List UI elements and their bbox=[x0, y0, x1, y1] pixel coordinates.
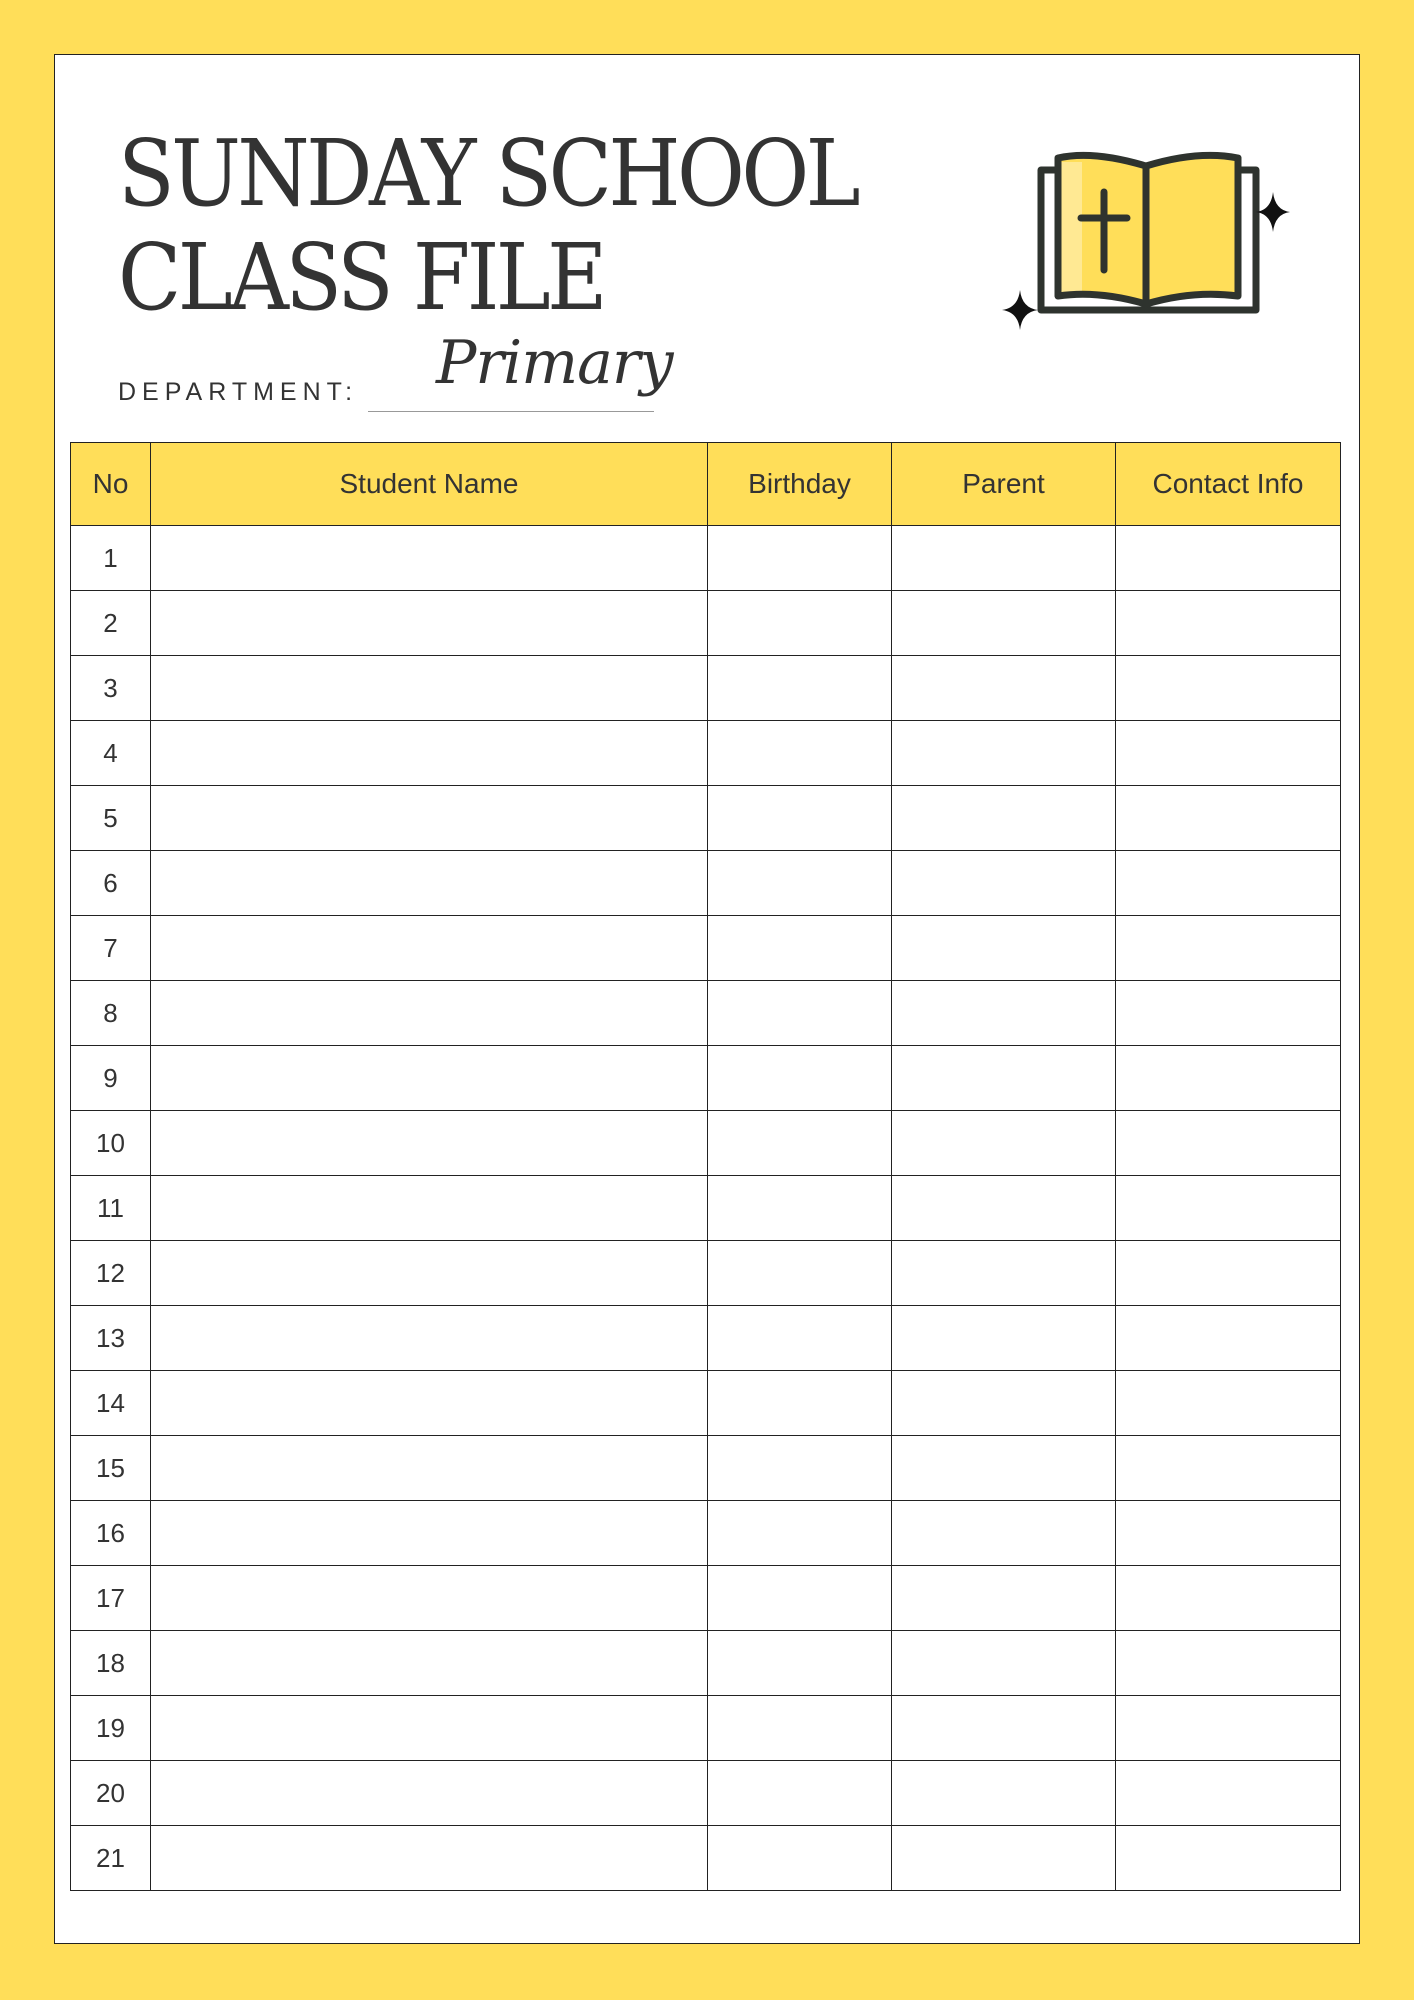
contact-info-cell[interactable] bbox=[1116, 851, 1341, 916]
parent-cell[interactable] bbox=[892, 1241, 1116, 1306]
row-number: 3 bbox=[71, 656, 151, 721]
row-number: 5 bbox=[71, 786, 151, 851]
birthday-cell[interactable] bbox=[708, 1046, 892, 1111]
department-label: DEPARTMENT: bbox=[118, 378, 359, 406]
birthday-cell[interactable] bbox=[708, 526, 892, 591]
student-name-cell[interactable] bbox=[151, 721, 708, 786]
column-header-no: No bbox=[71, 443, 151, 526]
table-row bbox=[71, 1436, 1341, 1501]
student-name-cell[interactable] bbox=[151, 1761, 708, 1826]
contact-info-cell[interactable] bbox=[1116, 1371, 1341, 1436]
birthday-cell[interactable] bbox=[708, 591, 892, 656]
contact-info-cell[interactable] bbox=[1116, 786, 1341, 851]
birthday-cell[interactable] bbox=[708, 981, 892, 1046]
contact-info-cell[interactable] bbox=[1116, 1501, 1341, 1566]
row-number: 10 bbox=[71, 1111, 151, 1176]
parent-cell[interactable] bbox=[892, 1436, 1116, 1501]
contact-info-cell[interactable] bbox=[1116, 1696, 1341, 1761]
contact-info-cell[interactable] bbox=[1116, 526, 1341, 591]
student-name-cell[interactable] bbox=[151, 916, 708, 981]
row-number: 1 bbox=[71, 526, 151, 591]
contact-info-cell[interactable] bbox=[1116, 1631, 1341, 1696]
parent-cell[interactable] bbox=[892, 1306, 1116, 1371]
contact-info-cell[interactable] bbox=[1116, 721, 1341, 786]
parent-cell[interactable] bbox=[892, 1501, 1116, 1566]
parent-cell[interactable] bbox=[892, 1696, 1116, 1761]
student-name-cell[interactable] bbox=[151, 1176, 708, 1241]
row-number: 20 bbox=[71, 1761, 151, 1826]
row-number: 14 bbox=[71, 1371, 151, 1436]
parent-cell[interactable] bbox=[892, 591, 1116, 656]
contact-info-cell[interactable] bbox=[1116, 1566, 1341, 1631]
parent-cell[interactable] bbox=[892, 851, 1116, 916]
parent-cell[interactable] bbox=[892, 786, 1116, 851]
parent-cell[interactable] bbox=[892, 526, 1116, 591]
birthday-cell[interactable] bbox=[708, 1111, 892, 1176]
contact-info-cell[interactable] bbox=[1116, 1306, 1341, 1371]
student-name-cell[interactable] bbox=[151, 526, 708, 591]
contact-info-cell[interactable] bbox=[1116, 591, 1341, 656]
student-name-cell[interactable] bbox=[151, 981, 708, 1046]
birthday-cell[interactable] bbox=[708, 1631, 892, 1696]
parent-cell[interactable] bbox=[892, 656, 1116, 721]
birthday-cell[interactable] bbox=[708, 1826, 892, 1891]
contact-info-cell[interactable] bbox=[1116, 1826, 1341, 1891]
student-name-cell[interactable] bbox=[151, 1826, 708, 1891]
parent-cell[interactable] bbox=[892, 1046, 1116, 1111]
row-number: 11 bbox=[71, 1176, 151, 1241]
student-name-cell[interactable] bbox=[151, 1436, 708, 1501]
parent-cell[interactable] bbox=[892, 1761, 1116, 1826]
student-name-cell[interactable] bbox=[151, 786, 708, 851]
birthday-cell[interactable] bbox=[708, 786, 892, 851]
table-row bbox=[71, 656, 1341, 721]
parent-cell[interactable] bbox=[892, 1176, 1116, 1241]
contact-info-cell[interactable] bbox=[1116, 1111, 1341, 1176]
table-row bbox=[71, 1176, 1341, 1241]
birthday-cell[interactable] bbox=[708, 1761, 892, 1826]
birthday-cell[interactable] bbox=[708, 721, 892, 786]
title-line-2: CLASS FILE bbox=[118, 224, 605, 331]
student-name-cell[interactable] bbox=[151, 1306, 708, 1371]
row-number: 17 bbox=[71, 1566, 151, 1631]
parent-cell[interactable] bbox=[892, 1111, 1116, 1176]
table-row bbox=[71, 1761, 1341, 1826]
parent-cell[interactable] bbox=[892, 1566, 1116, 1631]
row-number: 16 bbox=[71, 1501, 151, 1566]
student-name-cell[interactable] bbox=[151, 1696, 708, 1761]
student-name-cell[interactable] bbox=[151, 1111, 708, 1176]
parent-cell[interactable] bbox=[892, 981, 1116, 1046]
birthday-cell[interactable] bbox=[708, 1371, 892, 1436]
parent-cell[interactable] bbox=[892, 1631, 1116, 1696]
table-row bbox=[71, 1306, 1341, 1371]
parent-cell[interactable] bbox=[892, 721, 1116, 786]
contact-info-cell[interactable] bbox=[1116, 1241, 1341, 1306]
parent-cell[interactable] bbox=[892, 1371, 1116, 1436]
table-row bbox=[71, 1501, 1341, 1566]
page-title bbox=[118, 122, 857, 330]
row-number: 2 bbox=[71, 591, 151, 656]
roster-body bbox=[71, 526, 1341, 1891]
table-header-row bbox=[71, 443, 1341, 526]
bible-book bbox=[1041, 155, 1256, 310]
table-row bbox=[71, 1371, 1341, 1436]
student-name-cell[interactable] bbox=[151, 1241, 708, 1306]
table-row bbox=[71, 591, 1341, 656]
contact-info-cell[interactable] bbox=[1116, 1761, 1341, 1826]
birthday-cell[interactable] bbox=[708, 1501, 892, 1566]
sparkle-icon bbox=[1256, 192, 1290, 232]
student-name-cell[interactable] bbox=[151, 851, 708, 916]
table-row bbox=[71, 1241, 1341, 1306]
open-bible-icon bbox=[998, 140, 1298, 340]
contact-info-cell[interactable] bbox=[1116, 981, 1341, 1046]
row-number: 18 bbox=[71, 1631, 151, 1696]
birthday-cell[interactable] bbox=[708, 656, 892, 721]
column-header-parent: Parent bbox=[892, 443, 1116, 526]
student-name-cell[interactable] bbox=[151, 1501, 708, 1566]
student-name-cell[interactable] bbox=[151, 591, 708, 656]
student-roster-table bbox=[70, 442, 1341, 1891]
department-underline bbox=[368, 411, 654, 412]
row-number: 9 bbox=[71, 1046, 151, 1111]
table-row bbox=[71, 1631, 1341, 1696]
row-number: 4 bbox=[71, 721, 151, 786]
row-number: 12 bbox=[71, 1241, 151, 1306]
column-header-birthday: Birthday bbox=[708, 443, 892, 526]
contact-info-cell[interactable] bbox=[1116, 1046, 1341, 1111]
birthday-cell[interactable] bbox=[708, 1696, 892, 1761]
contact-info-cell[interactable] bbox=[1116, 1436, 1341, 1501]
title-line-1: SUNDAY SCHOOL bbox=[118, 120, 857, 227]
birthday-cell[interactable] bbox=[708, 1241, 892, 1306]
birthday-cell[interactable] bbox=[708, 916, 892, 981]
student-name-cell[interactable] bbox=[151, 1046, 708, 1111]
contact-info-cell[interactable] bbox=[1116, 656, 1341, 721]
table-row bbox=[71, 916, 1341, 981]
parent-cell[interactable] bbox=[892, 916, 1116, 981]
table-row bbox=[71, 1826, 1341, 1891]
row-number: 19 bbox=[71, 1696, 151, 1761]
sparkle-icon bbox=[1002, 290, 1038, 330]
department-value[interactable]: Primary bbox=[436, 328, 673, 398]
row-number: 8 bbox=[71, 981, 151, 1046]
student-name-cell[interactable] bbox=[151, 1371, 708, 1436]
table-row bbox=[71, 851, 1341, 916]
parent-cell[interactable] bbox=[892, 1826, 1116, 1891]
table-row bbox=[71, 981, 1341, 1046]
table-row bbox=[71, 786, 1341, 851]
birthday-cell[interactable] bbox=[708, 1566, 892, 1631]
birthday-cell[interactable] bbox=[708, 851, 892, 916]
student-name-cell[interactable] bbox=[151, 1631, 708, 1696]
student-name-cell[interactable] bbox=[151, 656, 708, 721]
birthday-cell[interactable] bbox=[708, 1436, 892, 1501]
birthday-cell[interactable] bbox=[708, 1306, 892, 1371]
row-number: 13 bbox=[71, 1306, 151, 1371]
contact-info-cell[interactable] bbox=[1116, 1176, 1341, 1241]
table-row bbox=[71, 1111, 1341, 1176]
contact-info-cell[interactable] bbox=[1116, 916, 1341, 981]
table-row bbox=[71, 1566, 1341, 1631]
row-number: 6 bbox=[71, 851, 151, 916]
table-row bbox=[71, 1696, 1341, 1761]
table-row bbox=[71, 526, 1341, 591]
column-header-student-name: Student Name bbox=[151, 443, 708, 526]
table-row bbox=[71, 1046, 1341, 1111]
table-row bbox=[71, 721, 1341, 786]
row-number: 7 bbox=[71, 916, 151, 981]
column-header-contact-info: Contact Info bbox=[1116, 443, 1341, 526]
birthday-cell[interactable] bbox=[708, 1176, 892, 1241]
row-number: 21 bbox=[71, 1826, 151, 1891]
row-number: 15 bbox=[71, 1436, 151, 1501]
student-name-cell[interactable] bbox=[151, 1566, 708, 1631]
